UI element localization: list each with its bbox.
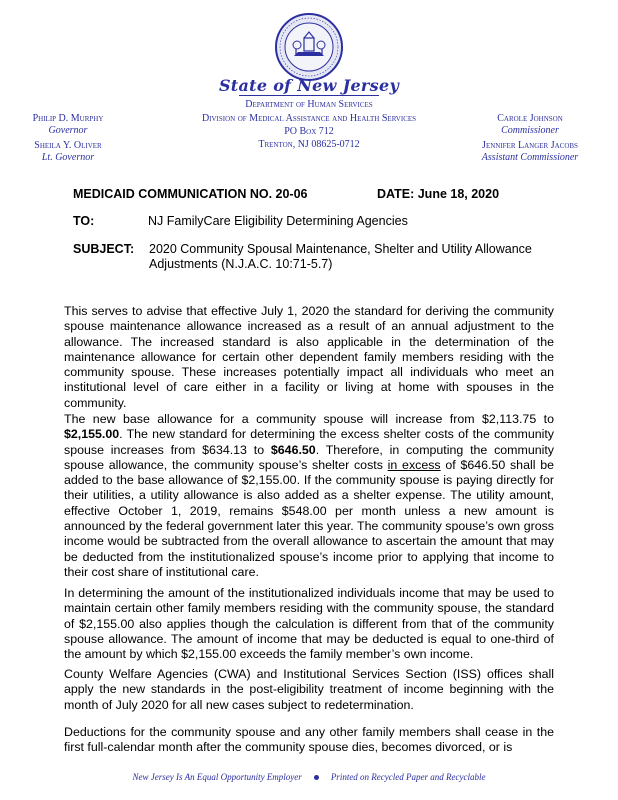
official-role: Lt. Governor (41, 152, 95, 163)
city-address: Trenton, NJ 08625-0712 (258, 139, 360, 150)
footer-right-text: Printed on Recycled Paper and Recyclable (330, 772, 486, 782)
state-title: State of New Jersey (218, 76, 400, 95)
subject-line-1: 2020 Community Spousal Maintenance, Shelter and Utility Allowance (149, 242, 532, 256)
official-name: Sheila Y. Oliver (34, 140, 102, 151)
official-role: Assistant Commissioner (481, 152, 579, 163)
official-name: Carole Johnson (497, 113, 563, 124)
new-base-allowance: $2,155.00 (64, 427, 120, 442)
paragraph-4: County Welfare Agencies (CWA) and Institutional Services Section (ISS) offices shall apply the new standards in the post-eligibility treatment of income beginning with the month of July 2020 for all new cases subject to redetermination. (64, 667, 554, 712)
po-box: PO Box 712 (284, 126, 334, 137)
subject-line-2: Adjustments (N.J.A.C. 10:71-5.7) (149, 257, 333, 271)
paragraph-2-text: . Therefore, in computing the community spouse allowance, the community spouse’s shelter costs (64, 442, 554, 472)
bullet-icon (314, 775, 319, 780)
to-value: NJ FamilyCare Eligibility Determining Agencies (148, 214, 408, 228)
footer (0, 772, 618, 782)
to-label: TO: (73, 214, 95, 228)
paragraph-1: This serves to advise that effective July 1, 2020 the standard for deriving the community spouse maintenance allowance increased as a result of an annual adjustment to the allowance. The increased standard is also applicable in the determination of the maintenance allowance for certain other dependent family members residing with the community spouse. These increases potentially impact all individuals who meet an institutional level of care either in a facility or living at home with spouses in the community. (64, 304, 554, 410)
lt-governor-block (8, 140, 128, 164)
title-rule (239, 95, 379, 96)
commissioner-block (460, 113, 600, 137)
in-excess-underline: in excess (387, 457, 441, 472)
paragraph-2 (64, 412, 554, 580)
department-name: Department of Human Services (245, 99, 373, 110)
paragraph-2-text: of $646.50 shall be added to the base allowance of $2,155.00. If the community spouse is paying directly for their utilities, a utility allowance is also added as a shelter expense. The utility amount, effective October 1, 2019, remains $548.00 per month unless a new amount is announced by the federal government later this year. The community spouse’s own gross income would be subtracted from the overall allowance to ascertain the amount that may be deducted from the institutionalized spouse’s income prior to applying that income to their cost share of institutional care. (64, 457, 555, 579)
assistant-commissioner-block (460, 140, 600, 164)
subject-label: SUBJECT: (73, 242, 135, 256)
paragraph-2-text: The new base allowance for a community spouse will increase from $2,113.75 to (64, 412, 554, 426)
governor-block (8, 113, 128, 137)
footer-left-text: New Jersey Is An Equal Opportunity Employer (132, 772, 302, 782)
state-seal-icon (274, 12, 344, 82)
official-name: Jennifer Langer Jacobs (482, 140, 578, 151)
communication-date: DATE: June 18, 2020 (377, 187, 500, 201)
division-name: Division of Medical Assistance and Health Services (201, 113, 417, 124)
communication-number: MEDICAID COMMUNICATION NO. 20-06 (73, 187, 308, 201)
paragraph-5: Deductions for the community spouse and any other family members shall cease in the first full-calendar month after the community spouse dies, becomes divorced, or is (64, 725, 554, 755)
official-role: Governor (48, 125, 88, 136)
official-role: Commissioner (501, 125, 559, 136)
official-name: Philip D. Murphy (32, 113, 104, 124)
paragraph-2-text: . The new standard for determining the excess shelter costs of the community spouse increases from $634.13 to (64, 427, 554, 457)
new-shelter-standard: $646.50 (270, 442, 316, 457)
paragraph-3: In determining the amount of the institutionalized individuals income that may be used to maintain certain other family members residing with the community spouse, the standard of $2,155.00 also applies though the calculation is different from that of the community spouse allowance. The amount of income that may be deducted is equal to one-third of the amount by which $2,155.00 exceeds the family member’s own income. (64, 586, 554, 662)
